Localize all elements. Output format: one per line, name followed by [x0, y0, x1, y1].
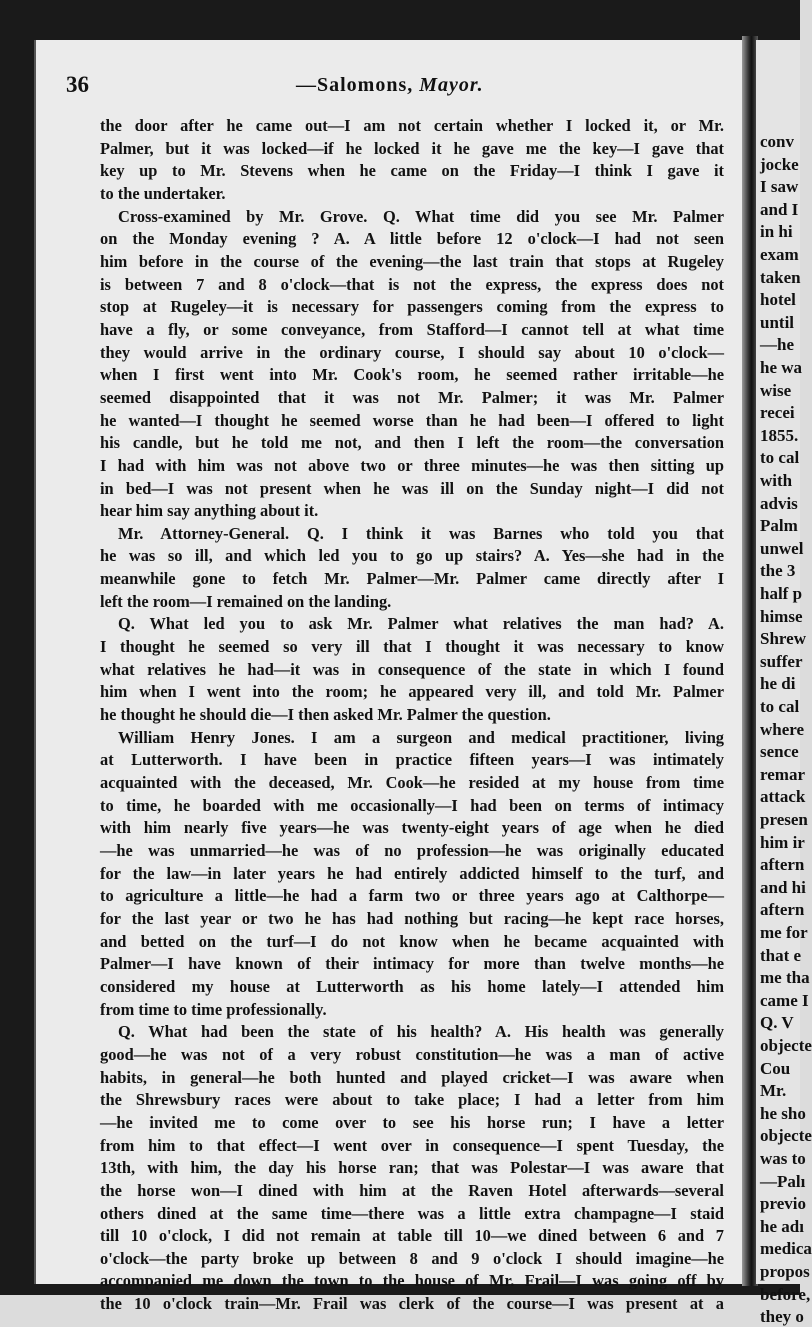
text-line: Q. What had been the state of his health? A. His health was generally — [118, 1022, 724, 1042]
text-line: the door after he came out—I am not certain whether I locked it, or Mr. — [100, 116, 724, 135]
adjacent-page-line: taken — [760, 267, 801, 287]
adjacent-page-line: medica — [760, 1239, 812, 1259]
adjacent-page-line: where — [760, 719, 805, 739]
adjacent-page-line: came I — [760, 990, 809, 1010]
adjacent-page-line: 1855. — [760, 425, 799, 445]
text-line: him before in the course of the evening—the last train that stops at Rugeley — [100, 251, 724, 271]
text-line: in bed—I was not present when he was ill on the Sunday night—I did not — [100, 478, 724, 498]
adjacent-page-line: aftern — [760, 855, 805, 875]
text-line: William Henry Jones. I am a surgeon and medical practitioner, living — [118, 727, 724, 747]
text-line: they would arrive in the ordinary course, I should say about 10 o'clock— — [100, 342, 724, 362]
adjacent-page-line: objecte — [760, 1036, 812, 1055]
adjacent-page-line: exam — [760, 245, 799, 264]
adjacent-page-line: sence — [760, 742, 799, 762]
scan-border-left — [0, 0, 34, 1295]
text-line: he wanted—I thought he seemed worse than he had been—I offered to light — [100, 410, 724, 430]
adjacent-page-line: wise — [760, 380, 792, 400]
text-line: Palmer—I have known of their intimacy for more than twelve months—he — [100, 954, 724, 974]
adjacent-page-line: suffer — [760, 651, 803, 671]
text-line: others dined at the same time—there was a little extra champagne—I staid — [100, 1203, 724, 1223]
text-line: key up to Mr. Stevens when he came on the Friday—I think I gave it — [100, 161, 724, 181]
running-head-title: Mayor. — [419, 74, 484, 96]
text-line: he thought he should die—I then asked Mr. Palmer the question. — [100, 705, 551, 725]
text-line: good—he was not of a very robust constitution—he was a man of active — [100, 1044, 724, 1064]
adjacent-page-line: half p — [760, 584, 803, 603]
adjacent-page-line: Palm — [760, 516, 798, 536]
adjacent-page-line: he adı — [760, 1216, 804, 1236]
adjacent-page-fragment — [756, 40, 812, 1327]
text-line: acquainted with the deceased, Mr. Cook—he resided at my house from time — [100, 773, 724, 793]
adjacent-page-line: him ir — [760, 832, 805, 852]
adjacent-page-line: was to — [760, 1149, 806, 1168]
adjacent-page-line: to cal — [760, 448, 800, 468]
adjacent-page-line: Mr. — [760, 1081, 787, 1101]
text-line: have a fly, or some conveyance, from Stafford—I cannot tell at what time — [100, 319, 724, 339]
adjacent-page-line: I saw — [760, 177, 799, 197]
text-line: —he invited me to come over to see his horse run; I have a letter — [100, 1112, 724, 1132]
adjacent-page-line: remar — [760, 764, 805, 784]
text-line: the horse won—I dined with him at the Raven Hotel afterwards—several — [100, 1180, 724, 1200]
text-line: Cross-examined by Mr. Grove. Q. What time did you see Mr. Palmer — [118, 206, 724, 226]
text-line: Mr. Attorney-General. Q. I think it was Barnes who told you that — [118, 523, 724, 543]
adjacent-page-line: jocke — [760, 154, 799, 174]
text-line: on the Monday evening ? A. A little before 12 o'clock—I had not seen — [100, 229, 724, 249]
adjacent-page-line: in hi — [760, 222, 793, 242]
text-line: meanwhile gone to fetch Mr. Palmer—Mr. Palmer came directly after I — [100, 569, 724, 589]
text-line: from time to time professionally. — [100, 999, 327, 1019]
text-line: o'clock—the party broke up between 8 and 9 o'clock I should imagine—he — [100, 1248, 724, 1268]
adjacent-page-line: himse — [760, 606, 803, 626]
page-number: 36 — [66, 72, 89, 97]
text-line: what relatives he had—it was in consequence of the state in which I found — [100, 659, 724, 679]
adjacent-page-line: presen — [760, 810, 808, 829]
adjacent-page-line: Cou — [760, 1058, 791, 1078]
adjacent-page-line: advis — [760, 493, 798, 513]
text-line: —he was unmarried—he was of no profession—he was originally educated — [100, 841, 724, 860]
text-line: the Shrewsbury races were about to take place; I had a letter from him — [100, 1090, 724, 1110]
text-line: Palmer, but it was locked—if he locked it he gave me the key—I gave that — [100, 138, 724, 158]
text-line: for the last year or two he has had nothing but racing—he kept race horses, — [100, 908, 724, 928]
text-line: accompanied me down the town to the house of Mr. Frail—I was going off by — [100, 1271, 724, 1291]
text-line: Q. What led you to ask Mr. Palmer what relatives the man had? A. — [118, 614, 724, 634]
adjacent-page-line: me tha — [760, 968, 810, 988]
text-line: his candle, but he told me not, and then I left the room—the conversation — [100, 433, 724, 453]
text-line: at Lutterworth. I have been in practice fifteen years—I was intimately — [100, 750, 724, 770]
text-line: till 10 o'clock, I did not remain at table till 10—we dined between 6 and 7 — [100, 1226, 724, 1246]
text-line: with him nearly five years—he was twenty-eight years of age when he died — [100, 818, 724, 838]
text-line: him when I went into the room; he appeared very ill, and told Mr. Palmer — [100, 682, 724, 702]
adjacent-page-line: the 3 — [760, 561, 796, 581]
text-line: to time, he boarded with me occasionally—I had been on terms of intimacy — [100, 795, 724, 815]
page-body-text — [100, 115, 724, 1316]
text-line: considered my house at Lutterworth as his home lately—I attended him — [100, 976, 724, 996]
text-line: the 10 o'clock train—Mr. Frail was clerk of the course—I was present at a — [100, 1294, 724, 1314]
adjacent-page-line: he wa — [760, 358, 803, 377]
text-line: when I first went into Mr. Cook's room, he seemed rather irritable—he — [100, 365, 724, 385]
adjacent-page-line: aftern — [760, 900, 805, 920]
adjacent-page-line: Q. V — [760, 1013, 794, 1033]
adjacent-page-line: propos — [760, 1262, 810, 1281]
adjacent-page-line: unwel — [760, 538, 804, 558]
scan-border-top — [0, 0, 800, 40]
adjacent-page-line: that e — [760, 945, 802, 965]
running-head-name: —Salomons, — [296, 74, 414, 96]
adjacent-page-line: and hi — [760, 877, 806, 897]
adjacent-page-line: Shrew — [760, 629, 806, 649]
adjacent-page-line: objecte — [760, 1126, 812, 1146]
adjacent-page-line: —Palı — [760, 1171, 806, 1191]
adjacent-page-line: me for — [760, 923, 808, 942]
text-line: I thought he seemed so very ill that I thought it was necessary to know — [100, 637, 724, 657]
text-line: he was so ill, and which led you to go up stairs? A. Yes—she had in the — [100, 546, 724, 566]
text-line: is between 7 and 8 o'clock—that is not the express, the express does not — [100, 274, 724, 294]
running-head — [296, 74, 484, 97]
adjacent-page-line: and I — [760, 199, 799, 219]
adjacent-page-line: conv — [760, 132, 794, 151]
text-line: 13th, with him, the day his horse ran; that was Polestar—I was aware that — [100, 1158, 724, 1178]
adjacent-page-line: hotel — [760, 290, 796, 310]
adjacent-page-line: previo — [760, 1194, 806, 1214]
text-line: I had with him was not above two or three minutes—he was then sitting up — [100, 455, 724, 475]
text-line: seemed disappointed that it was not Mr. Palmer; it was Mr. Palmer — [100, 387, 724, 407]
text-line: from him to that effect—I went over in consequence—I spent Tuesday, the — [100, 1135, 724, 1155]
adjacent-page-line: recei — [760, 403, 795, 423]
text-line: to agriculture a little—he had a farm two or three years ago at Calthorpe— — [100, 886, 724, 906]
text-line: habits, in general—he both hunted and played cricket—I was aware when — [100, 1067, 724, 1087]
text-line: for the law—in later years he had entirely addicted himself to the turf, and — [100, 863, 724, 883]
adjacent-page-line: —he — [760, 335, 794, 355]
text-line: left the room—I remained on the landing. — [100, 591, 392, 611]
adjacent-page-line: before, — [760, 1284, 811, 1304]
adjacent-page-line: with — [760, 471, 793, 490]
page-header — [66, 72, 726, 98]
text-line: hear him say anything about it. — [100, 501, 319, 521]
adjacent-page-line: he di — [760, 674, 796, 694]
adjacent-page-line: until — [760, 312, 795, 332]
text-line: stop at Rugeley—it is necessary for passengers coming from the express to — [100, 297, 724, 317]
adjacent-page-line: he sho — [760, 1103, 806, 1123]
adjacent-page-line: attack — [760, 787, 806, 807]
text-line: and betted on the turf—I do not know when he became acquainted with — [100, 931, 724, 951]
adjacent-page-line: to cal — [760, 697, 800, 716]
adjacent-page-line: they o — [760, 1307, 804, 1327]
text-line: to the undertaker. — [100, 183, 226, 203]
